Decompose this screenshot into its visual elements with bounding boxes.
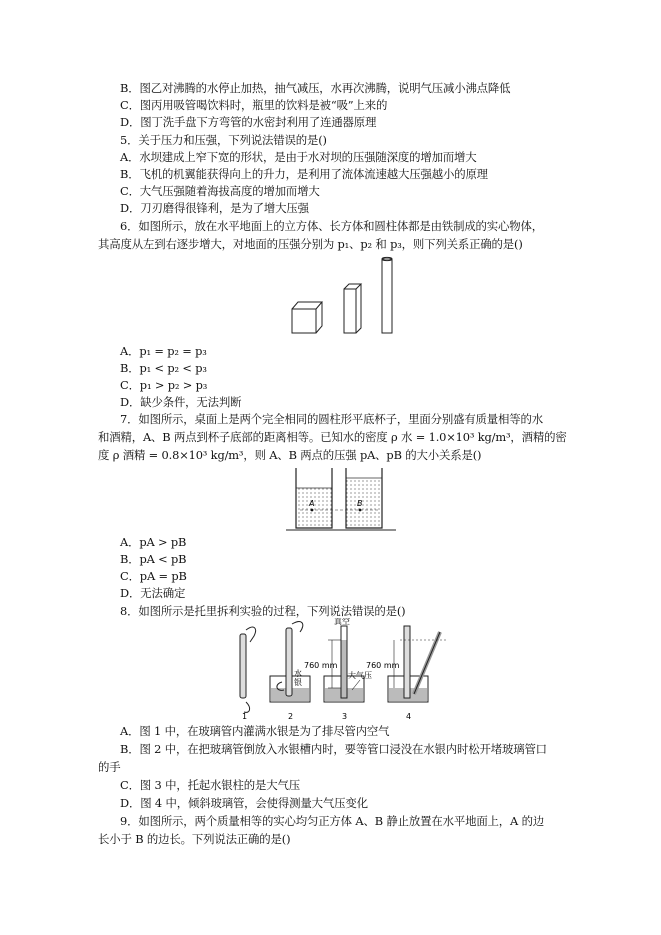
q6-option-d: D．缺少条件，无法判断	[120, 395, 242, 409]
q6-stem-line2: 其高度从左到右逐步增大，对地面的压强分别为 p₁、p₂ 和 p₃，则下列关系正确的是()	[98, 237, 523, 251]
vacuum-label: 真空	[334, 618, 350, 626]
fig-num-1: 1	[242, 712, 248, 721]
atm-label: 大气压	[348, 671, 372, 680]
q6-stem-line1: 6．如图所示，放在水平地面上的立方体、长方体和圆柱体都是由铁制成的实心物体，	[120, 219, 544, 233]
q5-option-c: C．大气压强随着海拔高度的增加而增大	[120, 184, 320, 198]
q7-figure	[286, 464, 396, 534]
mercury-label-bottom: 银	[294, 678, 302, 687]
label-a: A	[309, 499, 315, 508]
q4-option-d: D．图丁洗手盘下方弯管的水密封利用了连通器原理	[120, 115, 377, 129]
q5-option-a: A．水坝建成上窄下宽的形状，是由于水对坝的压强随深度的增加而增大	[120, 150, 477, 164]
mercury-label-top: 水	[294, 669, 302, 678]
q9-stem-line1: 9．如图所示，两个质量相等的实心均匀正方体 A、B 静止放置在水平地面上，A 的边	[120, 814, 545, 828]
q8-option-b-line2: 的手	[98, 760, 121, 774]
q5-option-b: B．飞机的机翼能获得向上的升力，是利用了流体流速越大压强越小的原理	[120, 167, 488, 181]
q7-stem-line2: 和酒精，A、B 两点到杯子底部的距离相等。已知水的密度 ρ 水 = 1.0×10³ kg/m³，酒精的密	[98, 430, 567, 444]
q6-option-c: C．p₁ > p₂ > p₃	[120, 378, 208, 392]
q7-stem-line1: 7．如图所示，桌面上是两个完全相同的圆柱形平底杯子，里面分别盛有质量相等的水	[120, 412, 544, 426]
q8-option-c: C．图 3 中，托起水银柱的是大气压	[120, 778, 300, 792]
q8-option-a: A．图 1 中，在玻璃管内灌满水银是为了排尽管内空气	[120, 724, 390, 738]
cylinder-shape	[382, 259, 392, 333]
label-b: B	[357, 499, 363, 508]
q7-option-d: D．无法确定	[120, 586, 186, 600]
fig-num-4: 4	[406, 712, 412, 721]
height-label-4: 760 mm	[366, 661, 400, 670]
q4-option-b: B．图乙对沸腾的水停止加热，抽气减压，水再次沸腾，说明气压减小沸点降低	[120, 81, 511, 95]
fig-num-2: 2	[288, 712, 294, 721]
height-label-3: 760 mm	[304, 661, 338, 670]
q8-stem: 8．如图所示是托里拆利实验的过程，下列说法错误的是()	[120, 604, 406, 618]
cube-shape	[292, 309, 316, 333]
q5-option-d: D．刀刃磨得很锋利，是为了增大压强	[120, 201, 309, 215]
q4-option-c: C．图丙用吸管喝饮料时，瓶里的饮料是被“吸”上来的	[120, 98, 388, 112]
q6-figure	[288, 255, 408, 337]
q5-stem: 5．关于压力和压强，下列说法错误的是()	[120, 133, 327, 147]
cuboid-shape	[344, 289, 356, 333]
q8-figure	[228, 618, 458, 722]
fig-num-3: 3	[342, 712, 348, 721]
q8-option-b-line1: B．图 2 中，在把玻璃管倒放入水银槽内时，要等管口浸没在水银内时松开堵玻璃管口	[120, 742, 547, 756]
q7-option-a: A．pA > pB	[120, 535, 187, 549]
q8-option-d: D．图 4 中，倾斜玻璃管，会使得测量大气压变化	[120, 796, 368, 810]
q7-stem-line3: 度 ρ 酒精 = 0.8×10³ kg/m³，则 A、B 两点的压强 pA、pB 的大小关系是()	[98, 448, 482, 462]
q6-option-a: A．p₁ = p₂ = p₃	[120, 344, 207, 358]
q6-option-b: B．p₁ < p₂ < p₃	[120, 361, 207, 375]
q9-stem-line2: 长小于 B 的边长。下列说法正确的是()	[98, 832, 291, 846]
q7-option-b: B．pA < pB	[120, 552, 187, 566]
q7-option-c: C．pA = pB	[120, 569, 187, 583]
